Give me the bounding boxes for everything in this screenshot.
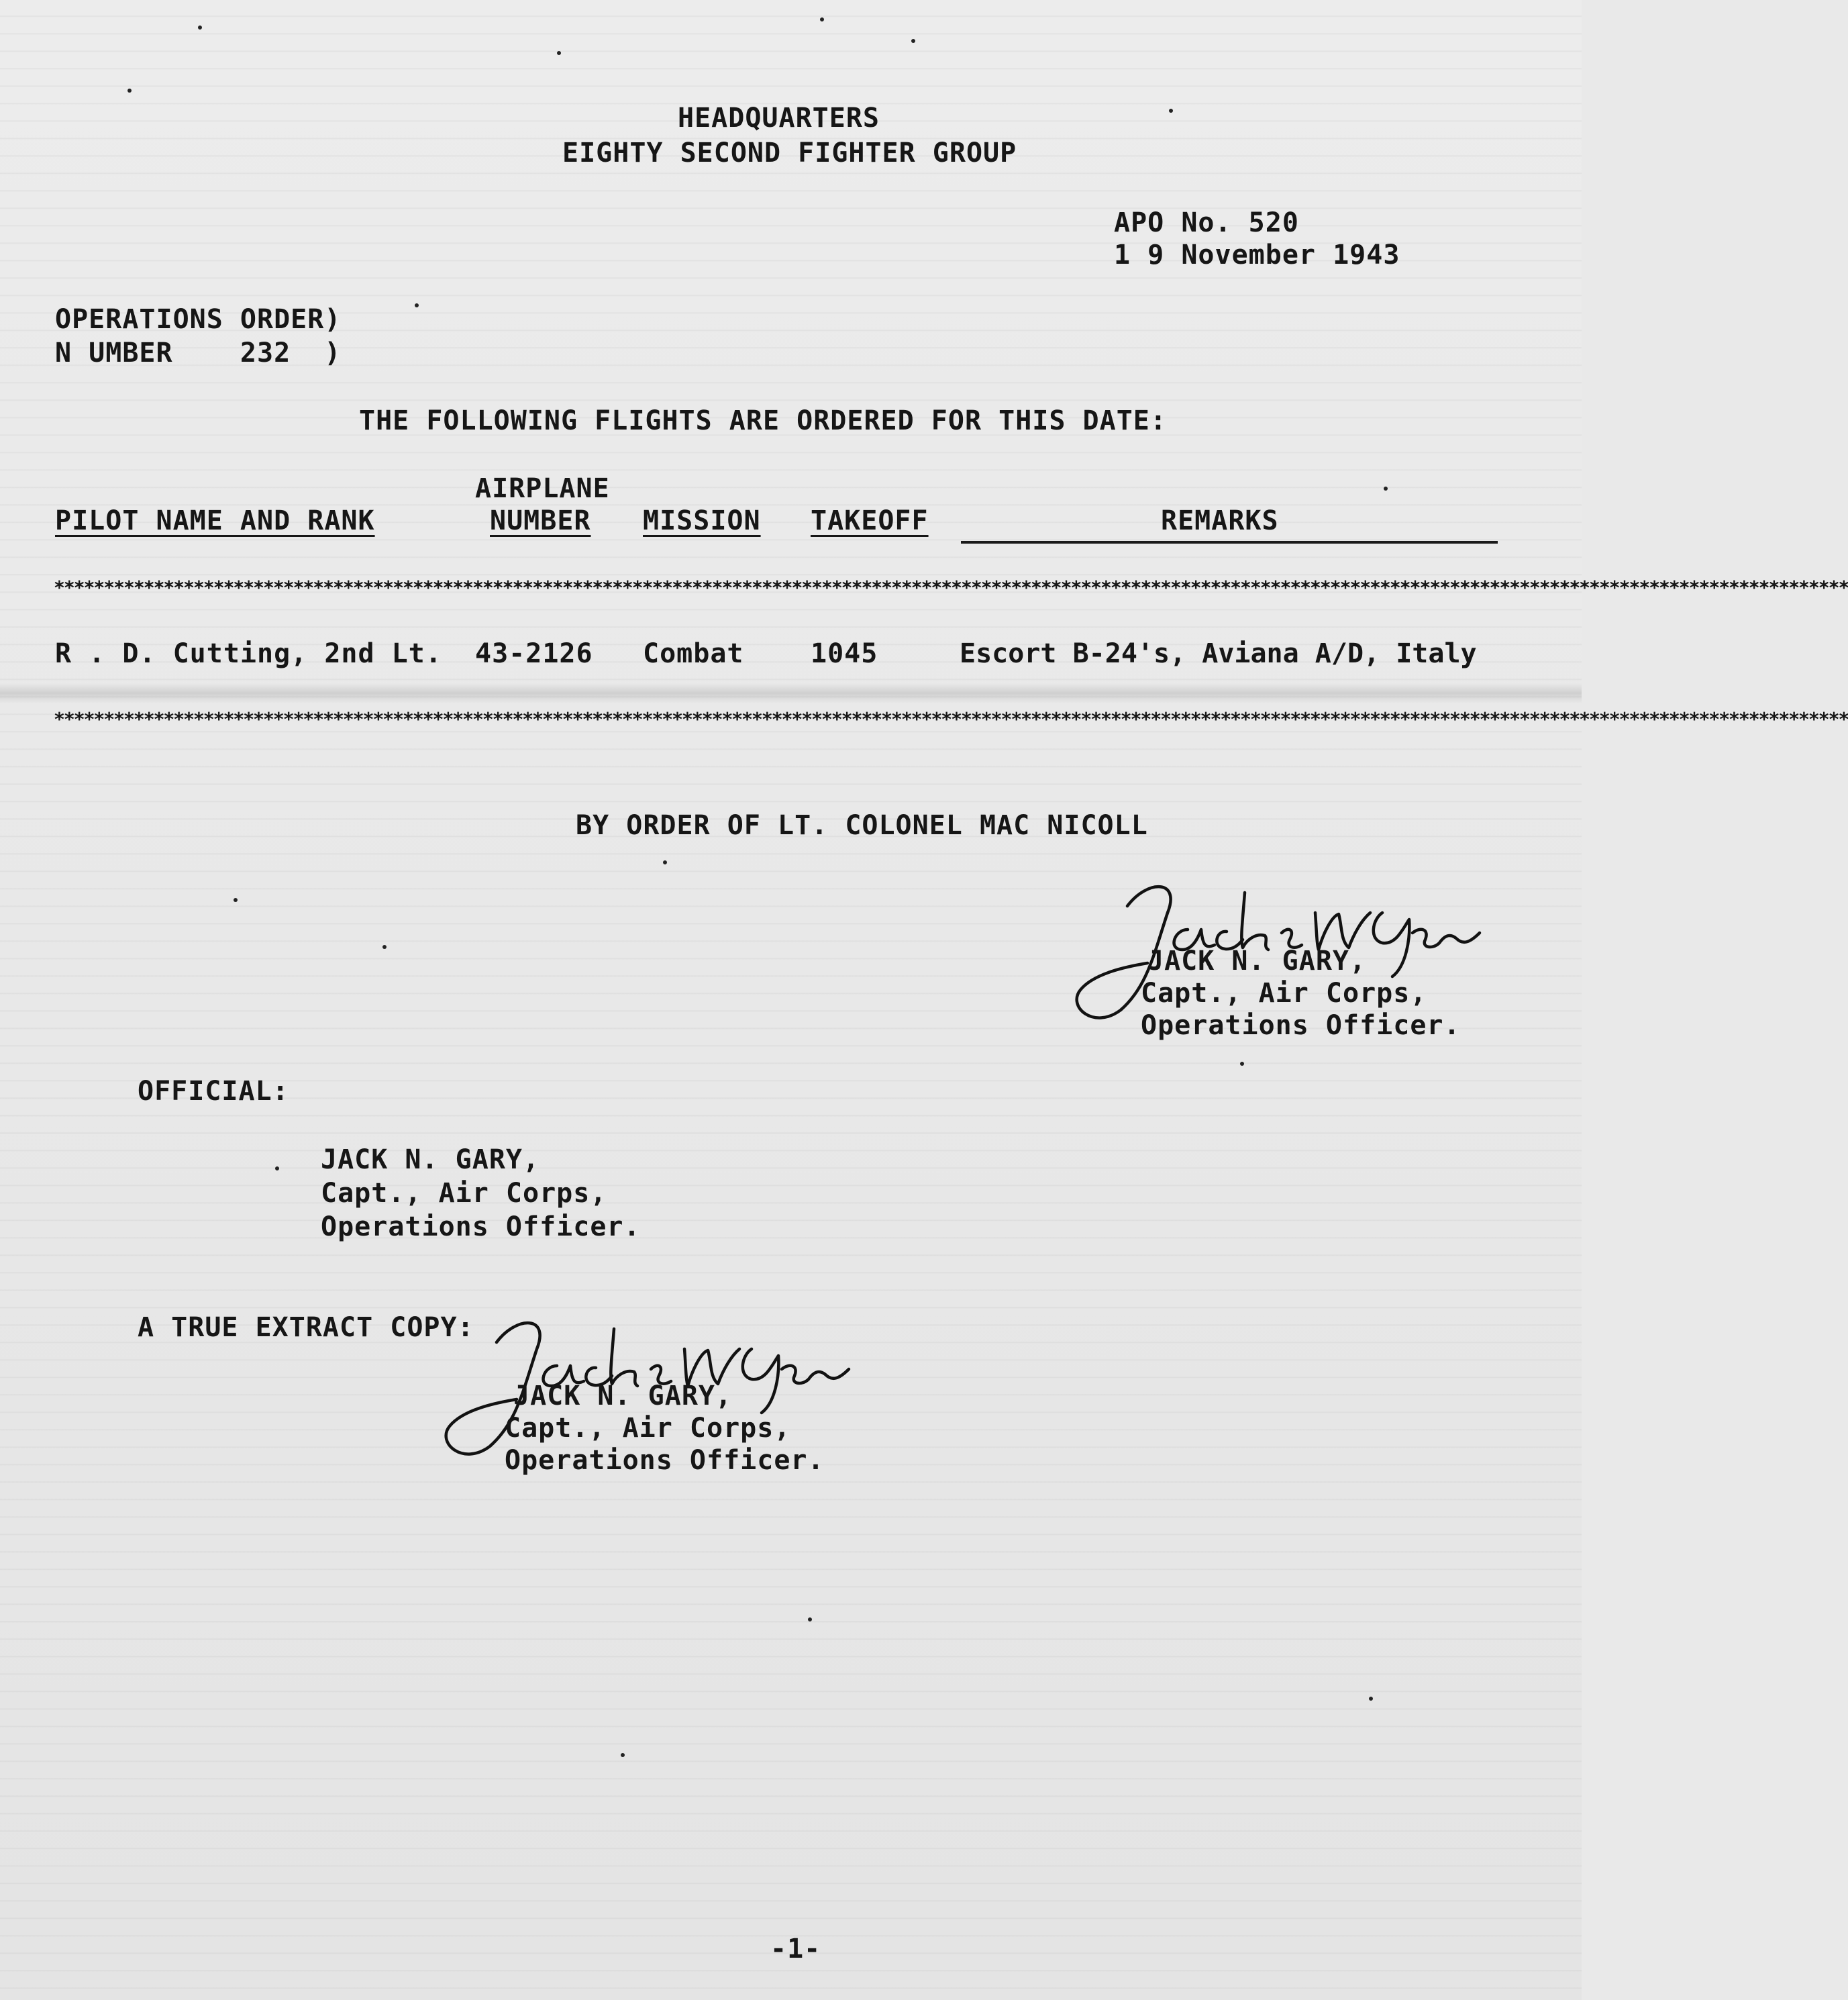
header-airplane-bottom: NUMBER [490,505,591,536]
cell-mission: Combat [643,638,744,669]
scan-speck [557,51,561,55]
scan-speck [198,26,202,30]
scan-speck [1384,487,1388,491]
remarks-underline [961,541,1498,544]
cell-takeoff: 1045 [811,638,878,669]
scan-speck [911,39,915,43]
scan-speck [382,945,387,949]
intro-line: THE FOLLOWING FLIGHTS ARE ORDERED FOR THIS DATE: [359,405,1167,436]
order-date: 1 9 November 1943 [1114,240,1400,270]
asterisk-separator: ************************************************************************************************************************************************************************************ [54,577,1848,599]
extract-rank: Capt., Air Corps, [505,1413,791,1444]
official-name: JACK N. GARY, [321,1144,540,1175]
scan-speck [1369,1697,1373,1701]
scan-speck [808,1617,812,1621]
sig1-rank: Capt., Air Corps, [1141,978,1427,1009]
page-number: -1- [770,1934,821,1964]
sig1-name: JACK N. GARY, [1147,946,1367,977]
extract-label: A TRUE EXTRACT COPY: [138,1312,474,1343]
scan-speck [1169,109,1173,113]
official-title: Operations Officer. [321,1211,641,1242]
scan-speck [275,1166,279,1170]
cell-airplane: 43-2126 [475,638,593,669]
scan-speck [663,860,667,864]
scan-smear [0,683,1582,703]
scan-speck [415,303,419,307]
header-airplane-top: AIRPLANE [475,473,610,504]
scan-speck [127,89,132,93]
extract-title: Operations Officer. [505,1445,825,1476]
apo-number: APO No. 520 [1114,207,1299,238]
header-takeoff: TAKEOFF [811,505,929,536]
official-label: OFFICIAL: [138,1076,289,1107]
header-remarks: REMARKS [1161,505,1279,536]
by-order-line: BY ORDER OF LT. COLONEL MAC NICOLL [576,810,1148,841]
header-pilot: PILOT NAME AND RANK [55,505,375,536]
cell-remarks: Escort B-24's, Aviana A/D, Italy [960,638,1477,669]
scan-speck [234,898,238,902]
sig1-title: Operations Officer. [1141,1010,1461,1041]
extract-name: JACK N. GARY, [513,1381,733,1411]
scan-speck [820,17,824,21]
cell-pilot: R . D. Cutting, 2nd Lt. [55,638,442,669]
scan-speck [621,1753,625,1757]
header-line-1: HEADQUARTERS [678,103,880,134]
operations-order-label: OPERATIONS ORDER) [55,304,342,335]
operations-order-number: N UMBER 232 ) [55,338,342,368]
asterisk-separator: ************************************************************************************************************************************************************************************ [54,708,1848,730]
header-line-2: EIGHTY SECOND FIGHTER GROUP [562,138,1017,168]
header-mission: MISSION [643,505,761,536]
official-rank: Capt., Air Corps, [321,1178,607,1209]
scan-speck [1240,1062,1244,1066]
